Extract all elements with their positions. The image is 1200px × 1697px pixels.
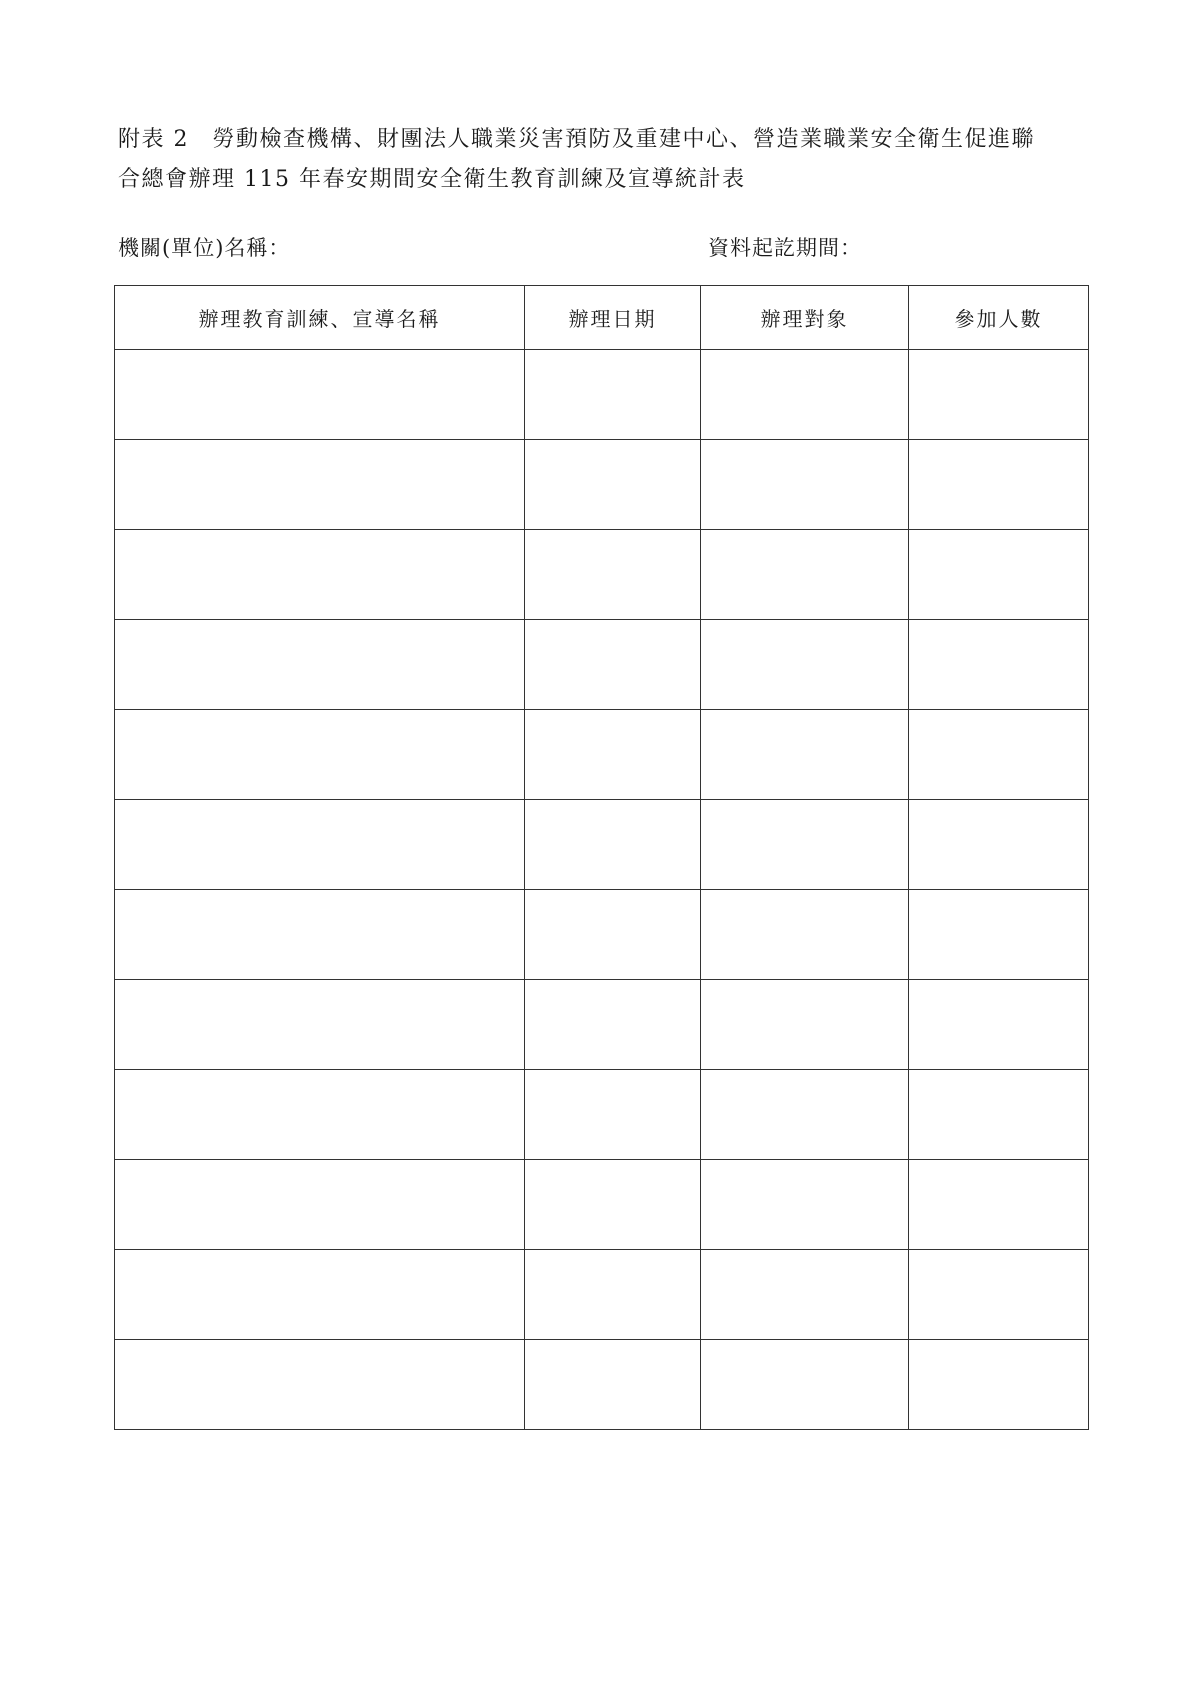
cell-audience[interactable]: [701, 350, 909, 440]
cell-date[interactable]: [525, 710, 701, 800]
cell-date[interactable]: [525, 1340, 701, 1430]
cell-audience[interactable]: [701, 890, 909, 980]
cell-participants[interactable]: [909, 710, 1089, 800]
cell-participants[interactable]: [909, 440, 1089, 530]
meta-row: [118, 232, 1088, 262]
cell-training-name[interactable]: [115, 710, 525, 800]
table-row: [115, 800, 1089, 890]
cell-training-name[interactable]: [115, 800, 525, 890]
table-header-row: [115, 286, 1089, 350]
header-audience: 辦理對象: [701, 286, 909, 350]
table-row: [115, 1250, 1089, 1340]
cell-training-name[interactable]: [115, 890, 525, 980]
cell-participants[interactable]: [909, 350, 1089, 440]
table-body: [115, 350, 1089, 1430]
cell-audience[interactable]: [701, 1250, 909, 1340]
table-row: [115, 1340, 1089, 1430]
agency-name-label: 機關(單位)名稱：: [118, 236, 291, 260]
cell-participants[interactable]: [909, 530, 1089, 620]
cell-audience[interactable]: [701, 980, 909, 1070]
cell-audience[interactable]: [701, 1340, 909, 1430]
cell-participants[interactable]: [909, 980, 1089, 1070]
cell-audience[interactable]: [701, 1070, 909, 1160]
table-row: [115, 1070, 1089, 1160]
cell-training-name[interactable]: [115, 1250, 525, 1340]
table-row: [115, 980, 1089, 1070]
cell-date[interactable]: [525, 620, 701, 710]
document-title: [118, 120, 1088, 200]
cell-training-name[interactable]: [115, 530, 525, 620]
table-row: [115, 350, 1089, 440]
cell-date[interactable]: [525, 800, 701, 890]
cell-training-name[interactable]: [115, 1340, 525, 1430]
cell-participants[interactable]: [909, 1340, 1089, 1430]
cell-participants[interactable]: [909, 800, 1089, 890]
cell-training-name[interactable]: [115, 440, 525, 530]
statistics-table: [114, 285, 1089, 1430]
title-line-2: 合總會辦理 115 年春安期間安全衛生教育訓練及宣導統計表: [118, 167, 746, 192]
cell-training-name[interactable]: [115, 1160, 525, 1250]
cell-participants[interactable]: [909, 1160, 1089, 1250]
cell-training-name[interactable]: [115, 980, 525, 1070]
table-row: [115, 890, 1089, 980]
cell-training-name[interactable]: [115, 1070, 525, 1160]
table-row: [115, 620, 1089, 710]
cell-date[interactable]: [525, 530, 701, 620]
header-date: 辦理日期: [525, 286, 701, 350]
table-row: [115, 710, 1089, 800]
cell-date[interactable]: [525, 1160, 701, 1250]
header-participants: 參加人數: [909, 286, 1089, 350]
cell-audience[interactable]: [701, 620, 909, 710]
table-row: [115, 440, 1089, 530]
table-row: [115, 1160, 1089, 1250]
table-row: [115, 530, 1089, 620]
cell-participants[interactable]: [909, 1070, 1089, 1160]
cell-training-name[interactable]: [115, 620, 525, 710]
cell-date[interactable]: [525, 980, 701, 1070]
cell-date[interactable]: [525, 350, 701, 440]
cell-date[interactable]: [525, 440, 701, 530]
cell-participants[interactable]: [909, 1250, 1089, 1340]
cell-participants[interactable]: [909, 620, 1089, 710]
data-period-label: 資料起訖期間：: [708, 236, 862, 260]
cell-date[interactable]: [525, 1250, 701, 1340]
cell-participants[interactable]: [909, 890, 1089, 980]
cell-audience[interactable]: [701, 440, 909, 530]
cell-training-name[interactable]: [115, 350, 525, 440]
cell-audience[interactable]: [701, 1160, 909, 1250]
header-training-name: 辦理教育訓練、宣導名稱: [115, 286, 525, 350]
cell-audience[interactable]: [701, 800, 909, 890]
cell-date[interactable]: [525, 1070, 701, 1160]
title-line-1: 附表 2 勞動檢查機構、財團法人職業災害預防及重建中心、營造業職業安全衛生促進聯: [118, 127, 1035, 152]
cell-date[interactable]: [525, 890, 701, 980]
cell-audience[interactable]: [701, 710, 909, 800]
cell-audience[interactable]: [701, 530, 909, 620]
